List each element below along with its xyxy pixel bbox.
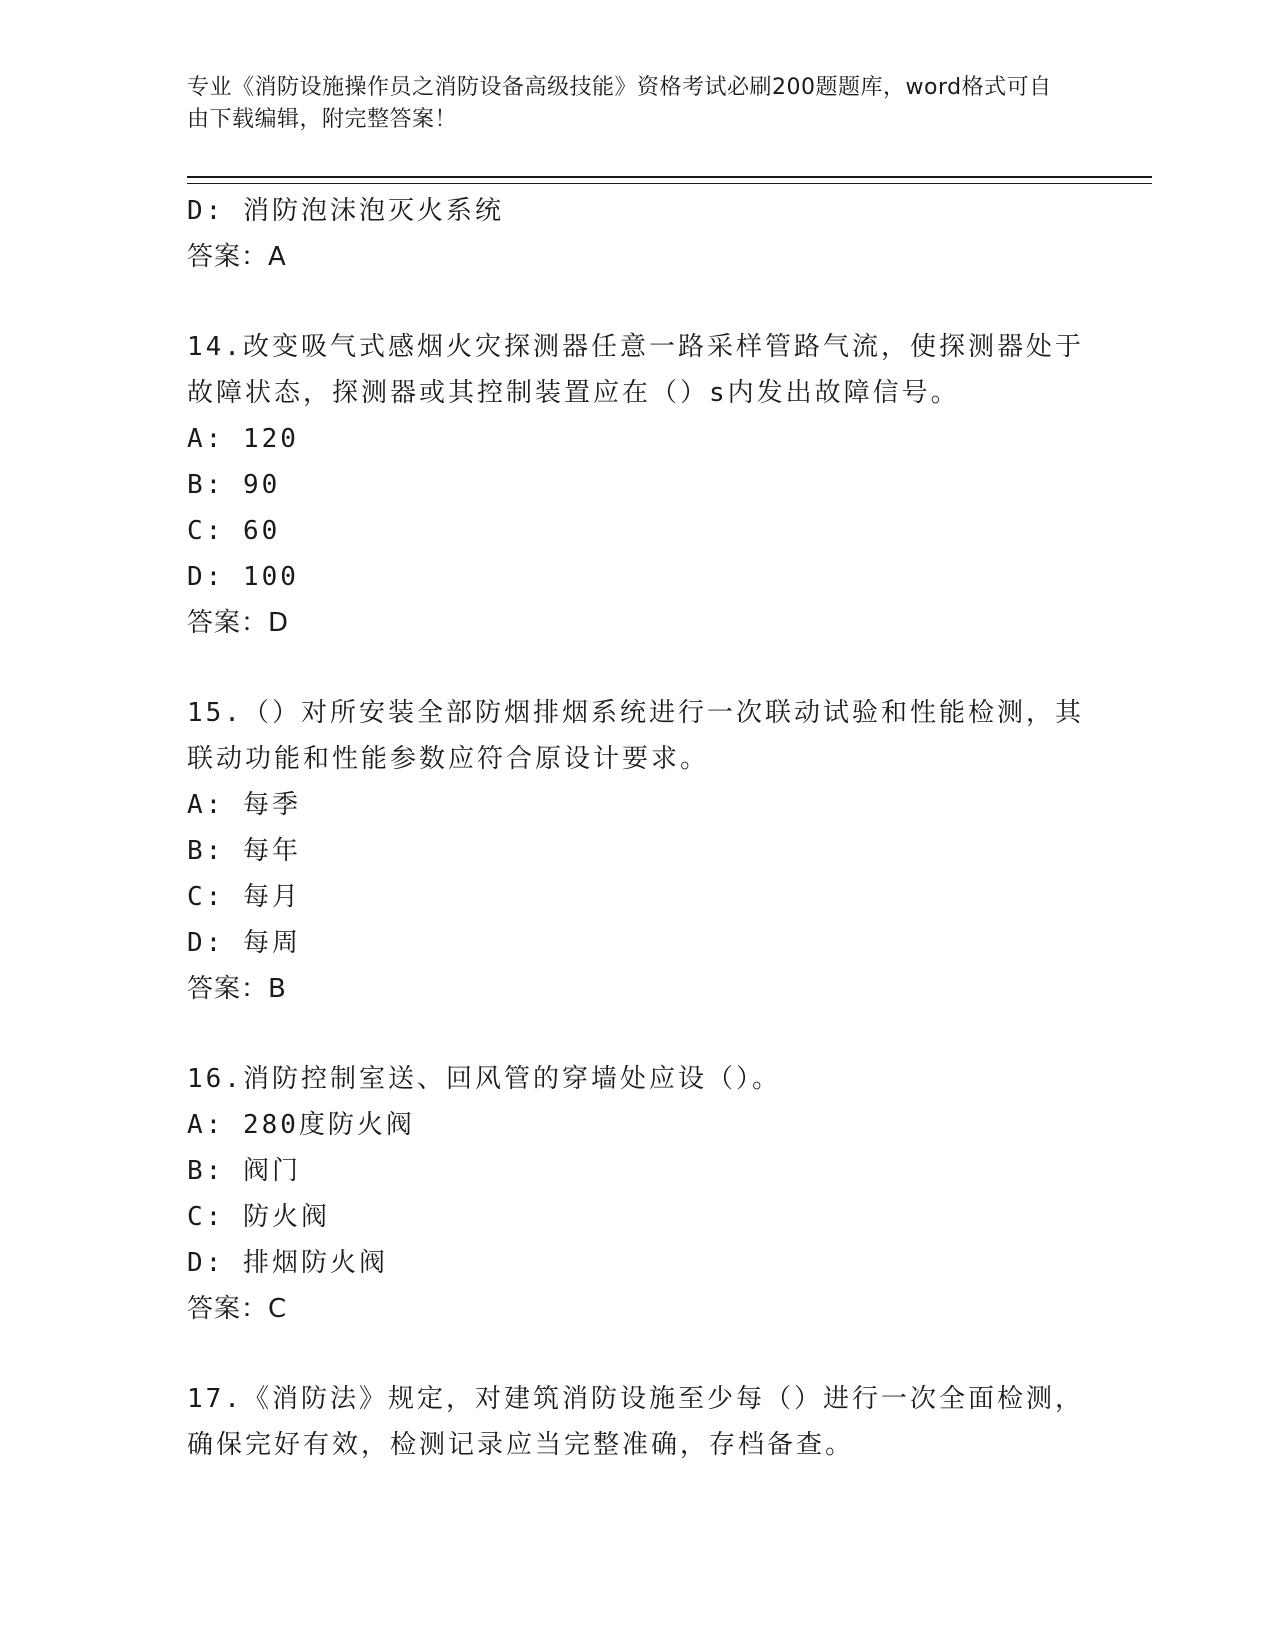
option-d: D: 消防泡沫泡灭火系统 (187, 196, 504, 226)
option-d: D: 每周 (187, 928, 301, 958)
option-b: B: 每年 (187, 836, 301, 866)
option-b: B: 阀门 (187, 1156, 301, 1186)
question-17 (187, 1376, 1087, 1468)
answer: 答案：B (187, 974, 287, 1004)
option-d: D: 排烟防火阀 (187, 1248, 388, 1278)
option-a: A: 120 (187, 424, 299, 454)
document-header: 专业《消防设施操作员之消防设备高级技能》资格考试必刷200题题库，word格式可自由下载编辑，附完整答案！ (187, 75, 1052, 132)
answer: 答案：A (187, 242, 287, 272)
answer: 答案：C (187, 1294, 288, 1324)
option-d: D: 100 (187, 562, 299, 592)
option-a: A: 280度防火阀 (187, 1110, 415, 1140)
question-16 (187, 1056, 1087, 1332)
option-a: A: 每季 (187, 790, 301, 820)
option-c: C: 防火阀 (187, 1202, 330, 1232)
question-stem: 15.（）对所安装全部防烟排烟系统进行一次联动试验和性能检测，其联动功能和性能参数应符合原设计要求。 (187, 698, 1084, 774)
question-list (187, 188, 1087, 1468)
question-stem: 17.《消防法》规定，对建筑消防设施至少每（）进行一次全面检测，确保完好有效，检测记录应当完整准确，存档备查。 (187, 1384, 1084, 1460)
question-stem: 14.改变吸气式感烟火灾探测器任意一路采样管路气流，使探测器处于故障状态，探测器或其控制装置应在（）s内发出故障信号。 (187, 332, 1084, 408)
question-15 (187, 690, 1087, 1012)
header-divider-thick (187, 176, 1152, 178)
question-14 (187, 324, 1087, 646)
question-13-tail (187, 188, 1087, 280)
answer: 答案：D (187, 608, 290, 638)
option-b: B: 90 (187, 470, 281, 500)
option-c: C: 每月 (187, 882, 301, 912)
question-stem: 16.消防控制室送、回风管的穿墙处应设（）。 (187, 1064, 781, 1094)
option-c: C: 60 (187, 516, 281, 546)
header-divider-thin (187, 183, 1152, 184)
